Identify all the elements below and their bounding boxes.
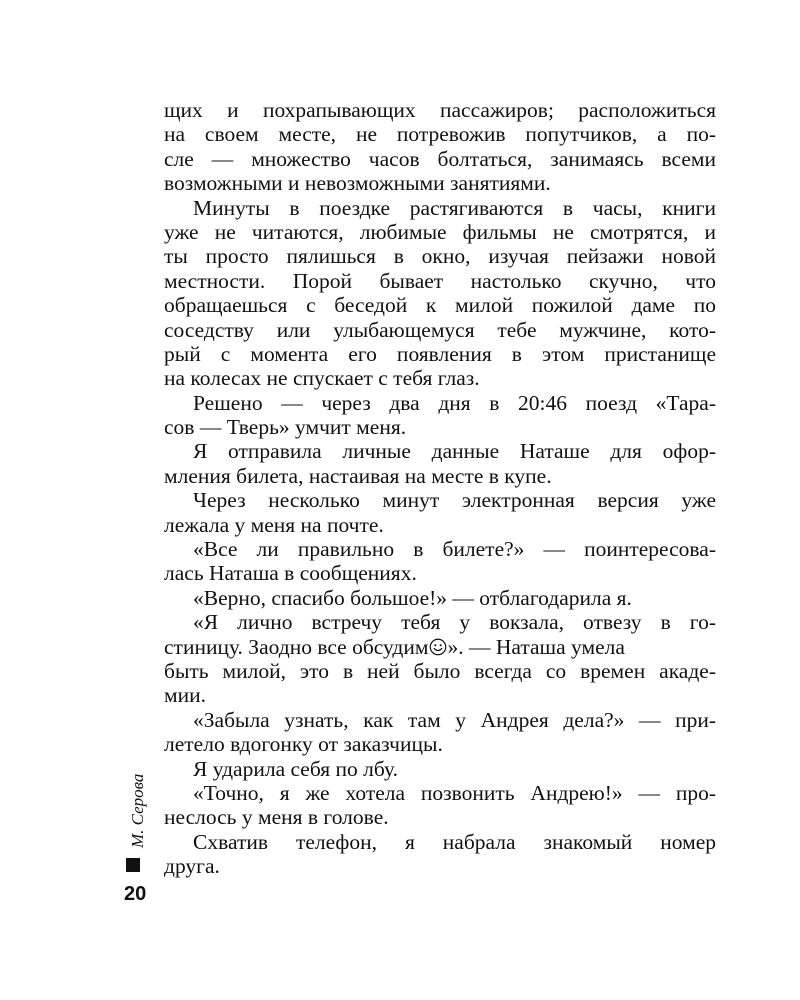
- text-line: летело вдогонку от заказчицы.: [164, 732, 443, 757]
- text-line: рый с момента его появления в этом пристанище: [164, 341, 716, 366]
- page-number: 20: [124, 883, 147, 905]
- paragraph-first-line: Я ударила себя по лбу.: [193, 756, 398, 781]
- text-line: ты просто пялишься в окно, изучая пейзажи новой: [164, 244, 716, 269]
- text-line: соседству или улыбающемуся тебе мужчине, кото-: [164, 317, 716, 342]
- text-line: местности. Порой бывает настолько скучно, что: [164, 268, 716, 293]
- paragraph-first-line: «Все ли правильно в билете?» — поинтересова-: [193, 537, 716, 562]
- paragraph-first-line: «Забыла узнать, как там у Андрея дела?» — при-: [193, 707, 716, 732]
- paragraph-first-line: Через несколько минут электронная версия уже: [193, 488, 716, 513]
- paragraph-first-line: «Я лично встречу тебя у вокзала, отвезу в го-: [193, 610, 716, 635]
- paragraph-first-line: Схватив телефон, я набрала знакомый номер: [193, 829, 716, 854]
- text-line: щих и похрапывающих пассажиров; расположиться: [164, 98, 716, 122]
- text-line: обращаешься с беседой к милой пожилой даме по: [164, 293, 716, 318]
- text-line: на своем месте, не потревожив попутчиков, а по-: [164, 122, 716, 147]
- text-line: неслось у меня в голове.: [164, 805, 389, 830]
- smiley-icon: [429, 638, 447, 656]
- paragraph-first-line: Решено — через два дня в 20:46 поезд «Тара-: [193, 390, 716, 415]
- paragraph-first-line: Я отправила личные данные Наташе для офор-: [193, 439, 716, 464]
- text-line-with-emoji: [164, 635, 716, 659]
- text-line: уже не читаются, любимые фильмы не смотрятся, и: [164, 219, 716, 244]
- text-line: мии.: [164, 683, 206, 708]
- body-text: [164, 98, 716, 879]
- page-marker-square: [126, 858, 140, 872]
- text-line: на колесах не спускает с тебя глаз.: [164, 366, 480, 391]
- paragraph-first-line: Минуты в поездке растягиваются в часы, книги: [193, 195, 716, 220]
- text-line: быть милой, это в ней было всегда со времен акаде-: [164, 658, 716, 683]
- paragraph-first-line: «Точно, я же хотела позвонить Андрею!» — про-: [193, 780, 716, 805]
- text-line: друга.: [164, 854, 220, 879]
- running-head: М. Серова: [128, 773, 147, 848]
- text-line: лежала у меня на почте.: [164, 512, 384, 537]
- text-line: сов — Тверь» умчит меня.: [164, 415, 407, 440]
- text-fragment: ». — Наташа умела: [447, 634, 625, 659]
- text-line: сле — множество часов болтаться, занимаясь всеми: [164, 146, 716, 171]
- text-line: возможными и невозможными занятиями.: [164, 171, 551, 196]
- text-line: лась Наташа в сообщениях.: [164, 561, 417, 586]
- text-fragment: стиницу. Заодно все обсудим: [164, 634, 429, 659]
- text-line: мления билета, настаивая на месте в купе.: [164, 463, 552, 488]
- paragraph-first-line: «Верно, спасибо большое!» — отблагодарила я.: [193, 585, 632, 610]
